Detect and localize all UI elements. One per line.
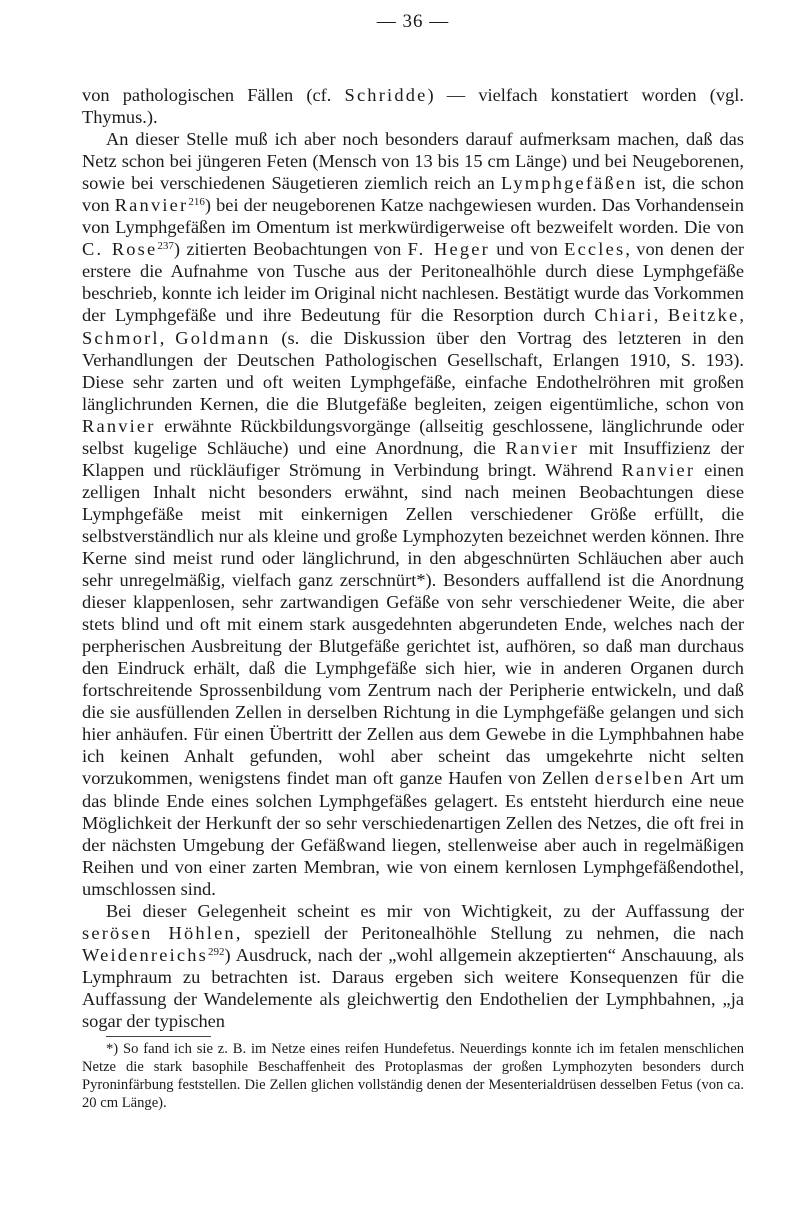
text-run: ist, die schon von [82, 173, 744, 216]
text-run: einen zelligen Inhalt nicht besonders erwähnt, sind nach meinen Beobachtungen diese Lymphgefäße meist mit einkernigen Zellen verschiedener Größe erfüllt, die selbstverständlich nur als kleine und große Lymphozyten bezeichnet werden können. Ihre Kerne sind meist rund oder länglichrund, in den abgeschnürten Schläuchen aber auch sehr unregelmäßig, vielfach ganz zerschnürt*). Besonders auffallend ist die Anordnung dieser klappenlosen, sehr zartwandigen Gefäße von sehr verschiedener Weite, die aber stets blind und oft mit einem stark ausgedehnten abgerundeten Ende, welches nach der perpherischen Ausbreitung der Blutgefäße gerichtet ist, aufhören, so daß man durchaus den Eindruck erhält, daß die Lymphgefäße sich hier, wie in anderen Organen durch fortschreitende Sprossenbildung vom Zentrum nach der Peripherie entwickeln, und daß die sie ausfüllenden Zellen in derselben Richtung in die Lymphgefäße gelangen und sich hier anhäufen. Für einen Übertritt der Zellen aus dem Gewebe in die Lymphbahnen habe ich keinen Anhalt gefunden, wohl aber scheint das umgekehrte nicht selten vorzukommen, wenigstens findet man oft ganze Haufen von Zellen [82, 459, 744, 789]
text-run: ) Ausdruck, nach der „wohl allgemein akzeptierten“ Anschauung, als Lymphraum zu betrachten ist. Daraus ergeben sich weitere Konsequenzen für die Auffassung der Wandelemente als gleichwertig den Endothelien der Lymphbahnen, „ja sogar der typischen [82, 944, 744, 1031]
paragraph-1 [82, 84, 744, 128]
author-name: Chiari [594, 305, 654, 326]
text-run: ) zitierten Beobachtungen von [173, 239, 408, 260]
citation-ref: 216 [188, 196, 205, 209]
author-name: Schmorl [82, 327, 160, 348]
body-text [82, 84, 744, 1032]
emphasis: serösen Höhlen [82, 922, 236, 943]
author-name: Ranvier [82, 415, 156, 436]
text-run: (s. die Diskussion über den Vortrag des letzteren in den Verhandlungen der Deutschen Pathologischen Gesellschaft, Erlangen 1910, S. 193). Diese sehr zarten und oft weiten Lymphgefäße, einfache Endothelröhren mit großen länglichrunden Kernen, die die Blutgefäße begleiten, zeigen eigentümliche, schon von [82, 327, 744, 414]
text-run: , von denen der erstere die Aufnahme von Tusche aus der Peritonealhöhle durch diese Lymphgefäße beschrieb, konnte ich leider im Original nicht nachlesen. Bestätigt wurde das Vorkommen der Lymphgefäße und ihre Bedeutung für die Resorption durch [82, 239, 744, 326]
author-name: Ranvier [114, 195, 189, 216]
author-name: Weidenreichs [82, 944, 209, 965]
text-run: An dieser Stelle muß ich aber noch besonders darauf aufmerksam machen, daß das Netz schon bei jüngeren Feten (Mensch von 13 bis 15 cm Länge) und bei Neugeborenen, sowie bei verschiedenen Säugetieren ziemlich reich an [82, 129, 744, 194]
author-name: Schridde [344, 85, 428, 105]
text-run: , [653, 305, 668, 326]
text-run: Bei dieser Gelegenheit scheint es mir von Wichtigkeit, zu der Auffassung der [106, 900, 744, 921]
text-run: Art um das blinde Ende eines solchen Lymphgefäßes gelagert. Es entsteht hierdurch eine neue Möglichkeit der Herkunft der so sehr verschiedenartigen Zellen des Netzes, die oft frei in der nächsten Umgebung der Gefäßwand liegen, stellenweise aber auch in regelmäßigen Reihen und von einer zarten Membran, wie von einem kernlosen Lymphgefäßendothel, umschlossen sind. [82, 768, 744, 899]
emphasis: derselben [594, 768, 686, 789]
author-name: F. Heger [407, 239, 490, 260]
paragraph-3 [82, 900, 744, 1032]
footnote-separator [106, 1036, 211, 1037]
author-name: Eccles [564, 239, 626, 260]
citation-ref: 292 [208, 945, 225, 958]
text-run: , [159, 327, 176, 348]
paragraph-2 [82, 128, 744, 900]
page [82, 10, 744, 1112]
page-number: — 36 — [376, 11, 450, 32]
citation-ref: 237 [157, 240, 174, 253]
text-run: und von [489, 239, 565, 260]
text-run: , speziell der Peritonealhöhle Stellung zu nehmen, die nach [235, 922, 744, 943]
author-name: Ranvier [621, 459, 696, 480]
text-run: , [739, 305, 744, 326]
text-run: ) bei der neugeborenen Katze nachgewiesen wurden. Das Vorhandensein von Lymphgefäßen im Omentum ist merkwürdigerweise oft bezweifelt worden. Die von [82, 195, 745, 238]
text-run: erwähnte Rückbildungsvorgänge (allseitig geschlossene, länglichrunde oder selbst kugelige Schläuche) und eine Anordnung, die [82, 415, 744, 458]
text-run: mit Insuffizienz der Klappen und rückläufiger Strömung in Verbindung bringt. Während [82, 437, 744, 480]
text-run: ) — vielfach konstatiert worden (vgl. Thymus.). [82, 85, 745, 128]
author-name: C. Rose [82, 239, 158, 260]
emphasis: Lymphgefäßen [500, 173, 638, 194]
author-name: Goldmann [175, 327, 271, 348]
author-name: Beitzke [667, 305, 740, 326]
author-name: Ranvier [505, 437, 580, 458]
footnote: *) So fand ich sie z. B. im Netze eines reifen Hundefetus. Neuerdings konnte ich im fetalen menschlichen Netze die stark basophile Beschaffenheit des Protoplasmas der großen Lymphozyten besonders durch Pyroninfärbung feststellen. Die Zellen glichen vollständig denen der Mesenterialdrüsen desselben Fetus (von ca. 20 cm Länge). [82, 1041, 744, 1112]
text-run: von pathologischen Fällen (cf. [82, 85, 345, 105]
